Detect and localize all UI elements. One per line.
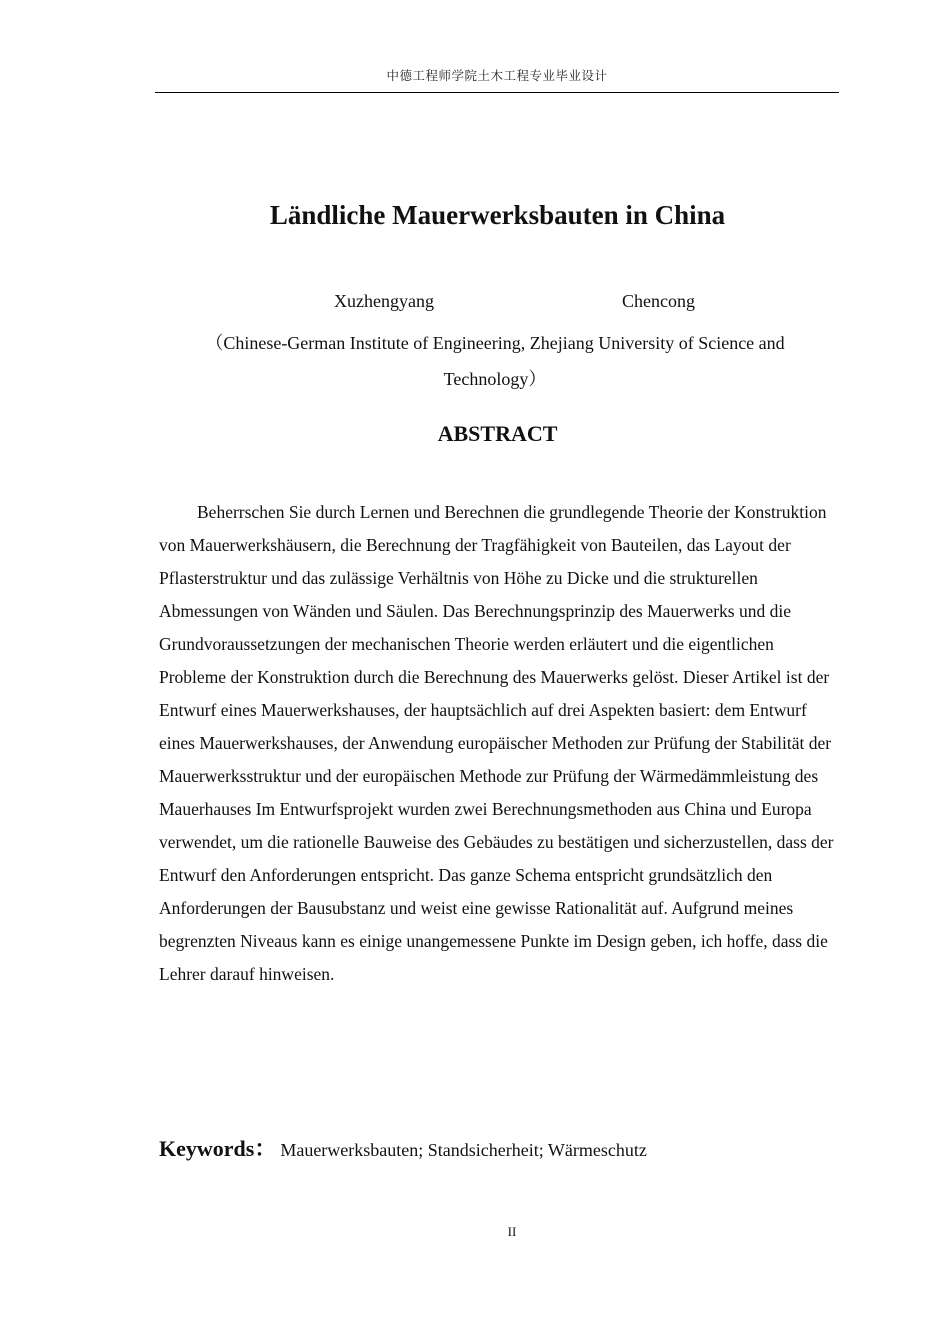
author-name: Chencong <box>622 291 695 311</box>
author-name: Xuzhengyang <box>334 291 434 311</box>
affiliation: （Chinese-German Institute of Engineering, Zhejiang University of Science and Technology） <box>205 333 785 389</box>
abstract-body: Beherrschen Sie durch Lernen und Berechnen die grundlegende Theorie der Konstruktion von Mauerwerkshäusern, die Berechnung der Tragfähigkeit von Bauteilen, das Layout der Pflasterstruktur und das zulässige Verhältnis von Höhe zu Dicke und die strukturellen Abmessungen von Wänden und Säulen. Das Berechnungsprinzip des Mauerwerks und die Grundvoraussetzungen der mechanischen Theorie werden erläutert und die eigentlichen Probleme der Konstruktion durch die Berechnung des Mauerwerks gelöst. Dieser Artikel ist der Entwurf eines Mauerwerkshauses, der hauptsächlich auf drei Aspekten basiert: dem Entwurf eines Mauerwerkshauses, der Anwendung europäischer Methoden zur Prüfung der Stabilität der Mauerwerksstruktur und der europäischen Methode zur Prüfung der Wärmedämmleistung des Mauerhauses Im Entwurfsprojekt wurden zwei Berechnungsmethoden aus China und Europa verwendet, um die rationelle Bauweise des Gebäudes zu bestätigen und sicherzustellen, dass der Entwurf den Anforderungen entspricht. Das ganze Schema entspricht grundsätzlich den Anforderungen der Bausubstanz und weist eine gewisse Rationalität auf. Aufgrund meines begrenzten Niveaus kann es einige unangemessene Punkte im Design geben, ich hoffe, dass die Lehrer darauf hinweisen. <box>159 502 834 984</box>
header-rule <box>155 92 839 93</box>
paper-title: Ländliche Mauerwerksbauten in China <box>269 200 726 230</box>
abstract-heading: ABSTRACT <box>437 421 558 446</box>
page-number: II <box>507 1224 517 1239</box>
keywords-label: Keywords： <box>159 1136 277 1161</box>
keywords-value: Mauerwerksbauten; Standsicherheit; Wärmeschutz <box>280 1140 647 1160</box>
keywords-line <box>159 1132 647 1163</box>
running-header: 中德工程师学院土木工程专业毕业设计 <box>386 68 608 83</box>
